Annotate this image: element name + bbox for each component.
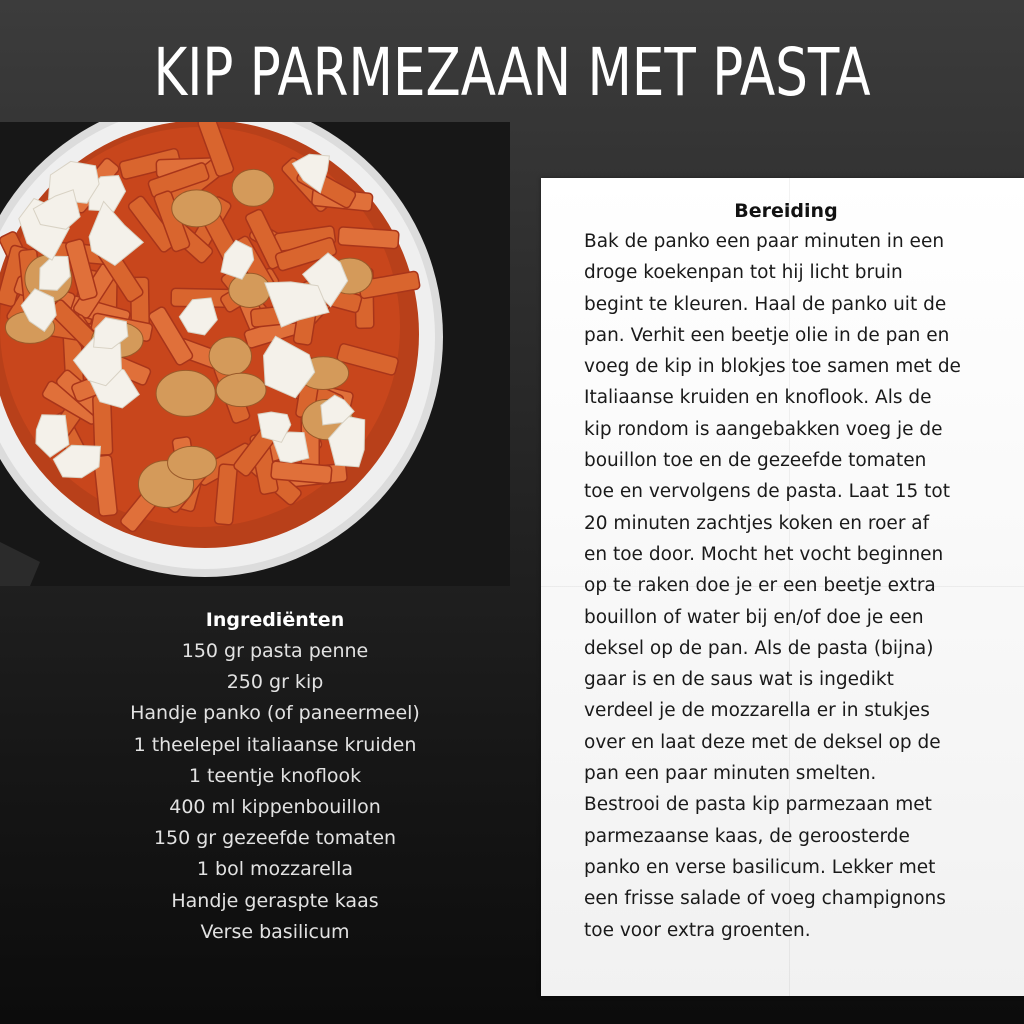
ingredient-item: Handje geraspte kaas <box>171 889 379 912</box>
preparation-line: op te raken doe je er een beetje extra <box>584 575 936 597</box>
preparation-line: bouillon of water bij en/of doe je een <box>584 606 924 628</box>
preparation-line: Bestrooi de pasta kip parmezaan met <box>584 794 932 816</box>
preparation-line: en toe door. Mocht het vocht beginnen <box>584 543 944 565</box>
preparation-line: over en laat deze met de deksel op de <box>584 731 941 753</box>
ingredient-item: 150 gr pasta penne <box>181 640 369 662</box>
ingredient-item: 400 ml kippenbouillon <box>169 796 381 819</box>
chicken-piece <box>232 169 274 206</box>
pasta-photo-illustration <box>0 122 510 586</box>
preparation-line: droge koekenpan tot hij licht bruin <box>584 262 903 284</box>
ingredient-item: Verse basilicum <box>200 920 350 943</box>
preparation-line: panko en verse basilicum. Lekker met <box>584 856 936 878</box>
preparation-heading: Bereiding <box>734 200 838 222</box>
chicken-piece <box>168 446 217 479</box>
chicken-piece <box>156 370 215 416</box>
preparation-line: toe en vervolgens de pasta. Laat 15 tot <box>584 481 950 503</box>
ingredient-item: 1 bol mozzarella <box>196 858 354 881</box>
preparation-line: gaar is en de saus wat is ingedikt <box>584 669 894 691</box>
chicken-piece <box>209 337 251 375</box>
ingredient-list <box>0 636 550 948</box>
preparation-line: 20 minuten zachtjes koken en roer af <box>584 512 930 534</box>
preparation-section <box>584 196 1004 946</box>
ingredients-heading: Ingrediënten <box>205 609 345 631</box>
preparation-line: een frisse salade of voeg champignons <box>584 888 946 910</box>
preparation-line: deksel op de pan. Als de pasta (bijna) <box>584 637 934 659</box>
ingredient-item: 150 gr gezeefde tomaten <box>153 827 397 850</box>
chicken-piece <box>216 373 266 406</box>
preparation-line: begint te kleuren. Haal de panko uit de <box>584 293 947 315</box>
preparation-line: kip rondom is aangebakken voeg je de <box>584 418 943 440</box>
preparation-text <box>584 226 1004 946</box>
ingredient-item: 1 teentje knoflook <box>188 764 362 787</box>
chicken-piece <box>172 190 222 227</box>
preparation-line: parmezaanse kaas, de geroosterde <box>584 825 910 847</box>
ingredient-item: 1 theelepel italiaanse kruiden <box>133 733 417 756</box>
preparation-line: voeg de kip in blokjes toe samen met de <box>584 356 961 378</box>
preparation-line: pan een paar minuten smelten. <box>584 763 877 785</box>
ingredient-item: 250 gr kip <box>226 671 324 694</box>
pasta-pan-photo <box>0 122 510 586</box>
preparation-line: toe voor extra groenten. <box>584 919 811 941</box>
page-title: KIP PARMEZAAN MET PASTA <box>153 34 871 111</box>
preparation-line: verdeel je de mozzarella er in stukjes <box>584 700 930 722</box>
chicken-piece <box>229 273 271 307</box>
preparation-line: bouillon toe en de gezeefde tomaten <box>584 450 927 472</box>
ingredient-item: Handje panko (of paneermeel) <box>130 702 420 725</box>
ingredients-section <box>0 604 550 948</box>
penne-piece <box>338 227 399 249</box>
preparation-line: Italiaanse kruiden en knoflook. Als de <box>584 387 932 409</box>
preparation-line: pan. Verhit een beetje olie in de pan en <box>584 324 950 346</box>
preparation-line: Bak de panko een paar minuten in een <box>584 231 945 252</box>
